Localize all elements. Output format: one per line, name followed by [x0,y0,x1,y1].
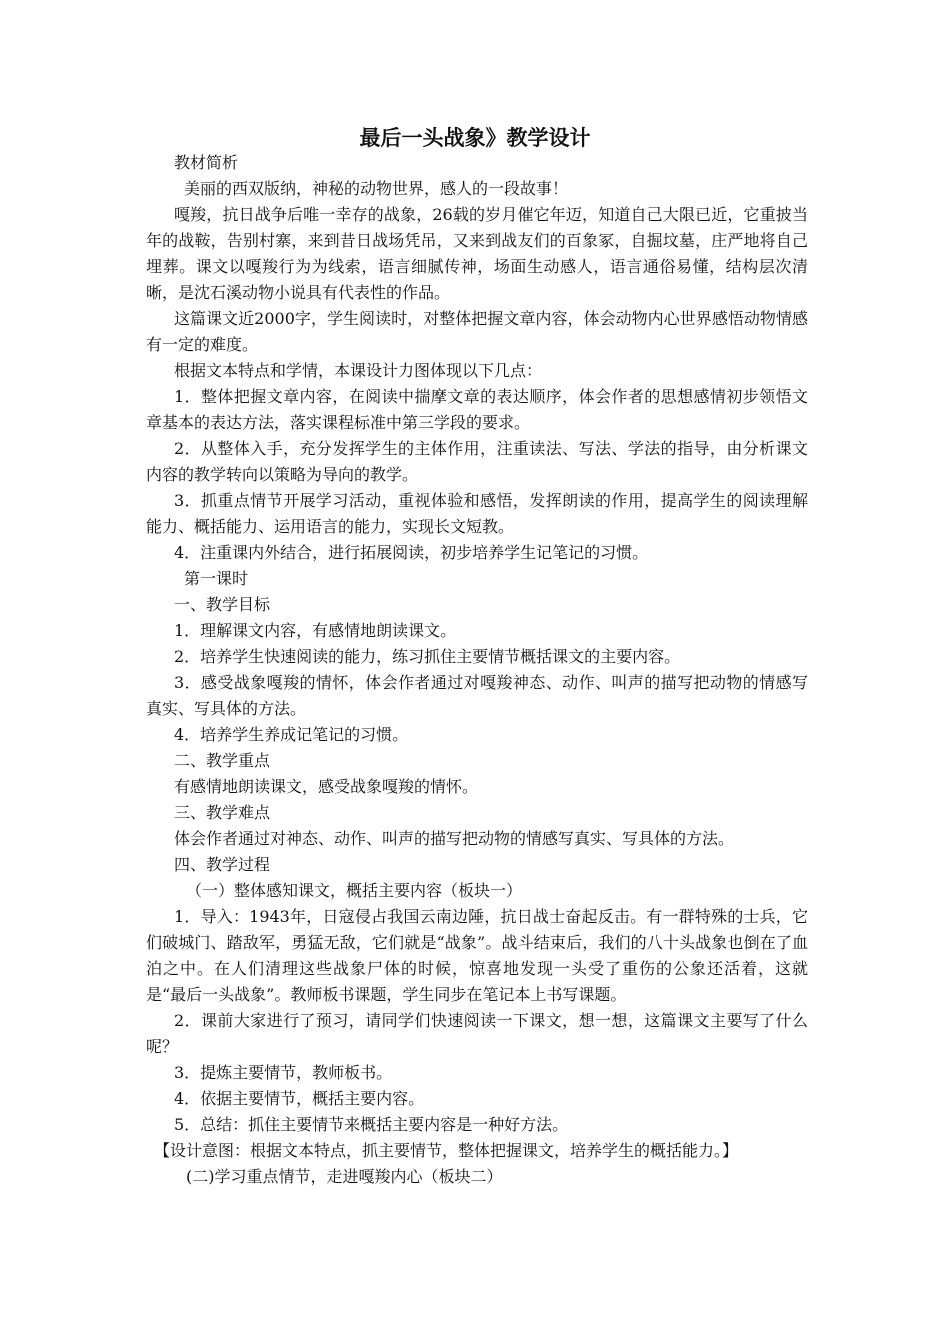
paragraph: 1．导入：1943年，日寇侵占我国云南边陲，抗日战士奋起反击。有一群特殊的士兵，它们破城门、踏敌军，勇猛无敌，它们就是“战象”。战斗结束后，我们的八十头战象也倒在了血泊之中。在人们清理这些战象尸体的时候，惊喜地发现一头受了重伤的公象还活着，这就是“最后一头战象”。教师板书课题，学生同步在笔记本上书写课题。 [146,907,808,1004]
paragraph: 3．感受战象嘎羧的情怀，体会作者通过对嘎羧神态、动作、叫声的描写把动物的情感写真实、写具体的方法。 [146,673,808,718]
paragraph: 三、教学难点 [174,803,271,822]
paragraph: 美丽的西双版纳，神秘的动物世界，感人的一段故事！ [184,179,569,198]
paragraph: 1．理解课文内容，有感情地朗读课文。 [174,621,457,640]
paragraph: 体会作者通过对神态、动作、叫声的描写把动物的情感写真实、写具体的方法。 [174,829,735,848]
paragraph: 嘎羧，抗日战争后唯一幸存的战象，26载的岁月催它年迈，知道自己大限已近，它重披当年的战鞍，告别村寨，来到昔日战场凭吊，又来到战友们的百象冢，自掘坟墓，庄严地将自己埋葬。课文以嘎羧行为为线索，语言细腻传神，场面生动感人，语言通俗易懂，结构层次清晰，是沈石溪动物小说具有代表性的作品。 [146,205,808,302]
paragraph: 根据文本特点和学情，本课设计力图体现以下几点： [174,361,543,380]
document-title: 最后一头战象》教学设计 [359,126,591,150]
paragraph: 2．从整体入手，充分发挥学生的主体作用，注重读法、写法、学法的指导，由分析课文内容的教学转向以策略为导向的教学。 [146,439,808,484]
paragraph: (二)学习重点情节，走进嘎羧内心（板块二） [186,1167,503,1186]
paragraph: 有感情地朗读课文，感受战象嘎羧的情怀。 [174,777,479,796]
paragraph: 2．培养学生快速阅读的能力，练习抓住主要情节概括课文的主要内容。 [174,647,681,666]
paragraph: 3．抓重点情节开展学习活动，重视体验和感悟，发挥朗读的作用，提高学生的阅读理解能力、概括能力、运用语言的能力，实现长文短教。 [146,491,808,536]
paragraph: 第一课时 [184,569,249,588]
paragraph: （一）整体感知课文，概括主要内容（板块一） [186,881,523,900]
paragraph: 4．培养学生养成记笔记的习惯。 [174,725,409,744]
paragraph: 1．整体把握文章内容，在阅读中揣摩文章的表达顺序，体会作者的思想感情初步领悟文章基本的表达方法，落实课程标准中第三学段的要求。 [146,387,808,432]
paragraph: 2．课前大家进行了预习，请同学们快速阅读一下课文，想一想，这篇课文主要写了什么呢？ [146,1011,808,1056]
paragraph: 教材简析 [174,153,239,172]
paragraph: 二、教学重点 [174,751,271,770]
paragraph: 四、教学过程 [174,855,271,874]
paragraph: 5．总结：抓住主要情节来概括主要内容是一种好方法。 [174,1115,569,1134]
paragraph: 4．依据主要情节，概括主要内容。 [174,1089,425,1108]
paragraph: 这篇课文近2000字，学生阅读时，对整体把握文章内容，体会动物内心世界感悟动物情感有一定的难度。 [146,309,808,354]
document-body [146,150,808,1190]
paragraph: 4．注重课内外结合，进行拓展阅读，初步培养学生记笔记的习惯。 [174,543,649,562]
paragraph: 3．提炼主要情节，教师板书。 [174,1063,393,1082]
paragraph: 【设计意图：根据文本特点，抓主要情节，整体把握课文，培养学生的概括能力。】 [154,1141,739,1160]
paragraph: 一、教学目标 [174,595,271,614]
